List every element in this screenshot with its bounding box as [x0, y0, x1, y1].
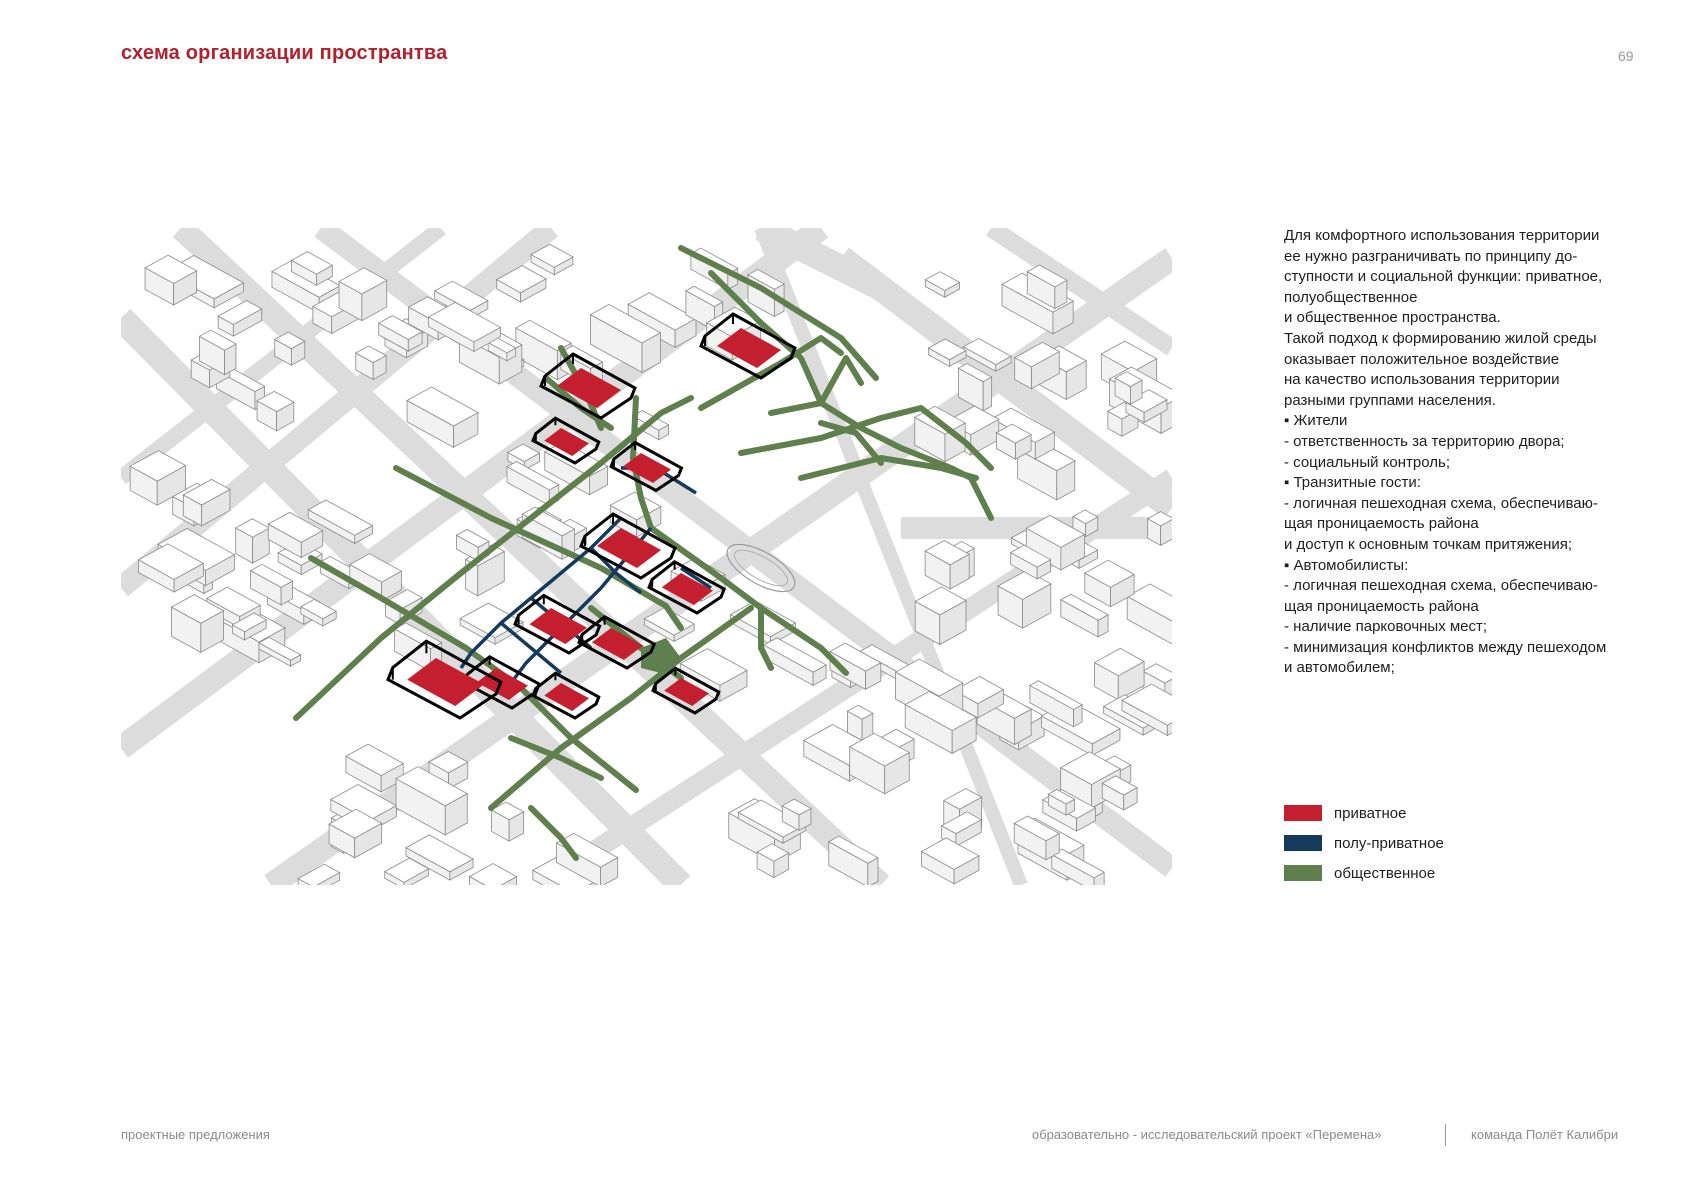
- desc-line: щая проницаемость района: [1284, 597, 1479, 615]
- footer-divider: [1445, 1124, 1446, 1146]
- building: [469, 864, 516, 885]
- public-path: [531, 808, 576, 858]
- desc-line: Такой подход к формированию жилой среды: [1284, 329, 1597, 347]
- desc-line: - наличие парковочных мест;: [1284, 618, 1488, 636]
- building: [491, 802, 523, 841]
- desc-line: и общественное пространства.: [1284, 309, 1501, 327]
- building: [346, 744, 403, 792]
- footer-section-label: проектные предложения: [121, 1127, 270, 1142]
- desc-line: - логичная пешеходная схема, обеспечиваю-: [1284, 577, 1598, 595]
- desc-line: ▪ Автомобилисты:: [1284, 556, 1409, 574]
- legend-swatch-semi-private: [1284, 835, 1322, 851]
- desc-line: и автомобилем;: [1284, 659, 1395, 677]
- building: [251, 564, 293, 605]
- building: [1148, 512, 1172, 546]
- building: [925, 272, 959, 297]
- desc-line: на качество использования территории: [1284, 371, 1560, 389]
- desc-line: ступности и социальной функции: приватное,: [1284, 268, 1603, 286]
- desc-line: разными группами населения.: [1284, 391, 1496, 409]
- desc-line: - логичная пешеходная схема, обеспечиваю-: [1284, 494, 1598, 512]
- building: [922, 838, 979, 884]
- building: [236, 519, 270, 563]
- building: [218, 301, 262, 337]
- desc-line: ее нужно разграничивать по принципу до-: [1284, 247, 1578, 265]
- page-number: 69: [1618, 48, 1634, 64]
- footer-project-name: образовательно - исследовательский проект «Перемена»: [1032, 1127, 1382, 1142]
- building: [183, 479, 230, 526]
- desc-line: Для комфортного использования территории: [1284, 227, 1600, 244]
- legend-item-semi-private: [1284, 834, 1444, 852]
- legend-label: полу-приватное: [1334, 834, 1444, 852]
- legend-item-public: [1284, 864, 1444, 882]
- desc-line: - минимизация конфликтов между пешеходом: [1284, 638, 1607, 656]
- building: [1102, 776, 1137, 810]
- building-side: [983, 377, 991, 411]
- legend-swatch-private: [1284, 805, 1322, 821]
- legend: [1284, 804, 1444, 894]
- desc-line: и доступ к основным точкам притяжения;: [1284, 535, 1573, 553]
- footer-team-name: команда Полёт Калибри: [1471, 1127, 1619, 1142]
- legend-label: приватное: [1334, 804, 1407, 822]
- desc-line: ▪ Транзитные гости:: [1284, 474, 1421, 492]
- page-title: схема организации пространтва: [121, 42, 448, 64]
- desc-line: оказывает положительное воздействие: [1284, 350, 1560, 368]
- legend-label: общественное: [1334, 864, 1436, 882]
- desc-line: - социальный контроль;: [1284, 453, 1450, 471]
- site-map: [121, 228, 1172, 885]
- desc-line: щая проницаемость района: [1284, 515, 1479, 533]
- legend-swatch-public: [1284, 865, 1322, 881]
- desc-line: полуобщественное: [1284, 288, 1418, 306]
- building: [1085, 560, 1134, 607]
- desc-line: ▪ Жители: [1284, 412, 1348, 430]
- description-text: [1284, 226, 1654, 679]
- background-buildings: [130, 244, 1172, 885]
- legend-item-private: [1284, 804, 1444, 822]
- desc-line: - ответственность за территорию двора;: [1284, 432, 1565, 450]
